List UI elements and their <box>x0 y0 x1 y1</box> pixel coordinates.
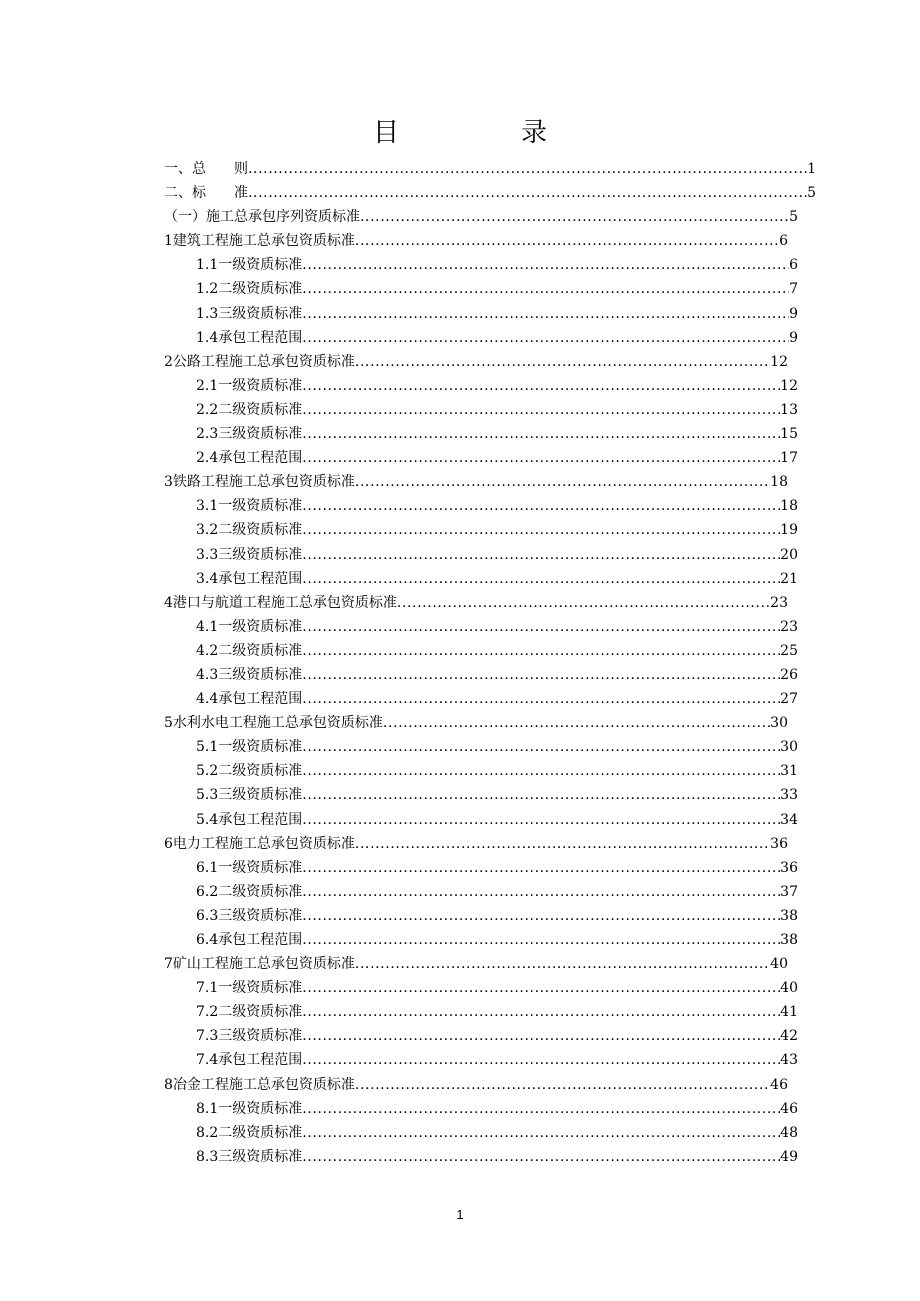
toc-entry[interactable] <box>196 1024 798 1048</box>
toc-entry-label: 6电力工程施工总承包资质标准 <box>164 835 355 852</box>
toc-entry[interactable] <box>164 1073 788 1097</box>
toc-entry[interactable] <box>196 928 798 952</box>
toc-entry[interactable] <box>196 783 798 807</box>
toc-entry-page: 13 <box>780 401 798 418</box>
toc-entry-label: 7.2二级资质标准 <box>196 1004 303 1021</box>
toc-leader-dots <box>355 350 770 374</box>
toc-entry-page: 15 <box>780 426 798 443</box>
toc-entry-page: 43 <box>780 1052 798 1069</box>
toc-leader-dots <box>355 229 779 253</box>
toc-leader-dots <box>355 952 770 976</box>
toc-entry-page: 20 <box>780 546 798 563</box>
toc-entry-page: 26 <box>780 666 798 683</box>
toc-leader-dots <box>302 687 780 711</box>
toc-entry[interactable] <box>164 470 788 494</box>
toc-entry-label: 2.2二级资质标准 <box>196 401 303 418</box>
toc-entry-page: 34 <box>780 811 798 828</box>
toc-leader-dots <box>302 615 780 639</box>
toc-entry[interactable] <box>164 350 788 374</box>
toc-entry-page: 30 <box>770 715 788 732</box>
toc-leader-dots <box>248 181 807 205</box>
toc-entry-label: 2.1一级资质标准 <box>196 377 303 394</box>
toc-entry-label: 1.2二级资质标准 <box>196 281 303 298</box>
toc-entry-page: 18 <box>780 498 798 515</box>
toc-leader-dots <box>302 518 780 542</box>
toc-entry-label: 8.1一级资质标准 <box>196 1100 303 1117</box>
toc-entry[interactable] <box>196 639 798 663</box>
toc-leader-dots <box>302 422 780 446</box>
toc-entry-page: 7 <box>789 281 798 298</box>
toc-entry[interactable] <box>196 567 798 591</box>
table-of-contents <box>0 157 920 1169</box>
toc-entry-label: 二、标 准 <box>164 185 248 202</box>
toc-entry[interactable] <box>196 302 798 326</box>
toc-entry-label: 5.4承包工程范围 <box>196 811 303 828</box>
toc-entry[interactable] <box>196 759 798 783</box>
toc-entry-label: 1.4承包工程范围 <box>196 329 303 346</box>
toc-entry-page: 23 <box>770 594 788 611</box>
toc-leader-dots <box>302 735 780 759</box>
toc-entry-page: 6 <box>779 233 788 250</box>
toc-leader-dots <box>397 591 770 615</box>
toc-entry-label: 1建筑工程施工总承包资质标准 <box>164 233 355 250</box>
toc-entry[interactable] <box>196 277 798 301</box>
toc-leader-dots <box>302 904 780 928</box>
toc-leader-dots <box>302 976 780 1000</box>
toc-entry-page: 37 <box>780 883 798 900</box>
toc-entry-page: 38 <box>780 932 798 948</box>
toc-entry-page: 5 <box>807 185 816 202</box>
toc-entry-page: 40 <box>780 980 798 997</box>
toc-entry-label: 5.3三级资质标准 <box>196 787 303 804</box>
toc-entry-page: 23 <box>780 618 798 635</box>
toc-leader-dots <box>302 1145 780 1169</box>
toc-entry[interactable] <box>196 735 798 759</box>
toc-entry-page: 38 <box>780 907 798 924</box>
toc-entry[interactable] <box>196 494 798 518</box>
toc-entry[interactable] <box>196 1145 798 1169</box>
toc-entry-page: 36 <box>780 859 798 876</box>
toc-entry-label: 8冶金工程施工总承包资质标准 <box>164 1076 355 1093</box>
toc-entry[interactable] <box>164 711 788 735</box>
toc-entry[interactable] <box>196 398 798 422</box>
page-number: 1 <box>456 1207 464 1222</box>
toc-entry-label: 6.2二级资质标准 <box>196 883 303 900</box>
toc-entry-label: 6.4承包工程范围 <box>196 932 303 948</box>
toc-entry-label: 6.1一级资质标准 <box>196 859 303 876</box>
toc-entry-label: 1.3三级资质标准 <box>196 305 303 322</box>
toc-entry-page: 12 <box>780 377 798 394</box>
toc-entry-page: 9 <box>789 329 798 346</box>
toc-entry-page: 40 <box>770 956 788 973</box>
toc-entry-label: 2.3三级资质标准 <box>196 426 303 443</box>
toc-entry-page: 17 <box>780 450 798 467</box>
toc-entry[interactable] <box>164 181 816 205</box>
toc-leader-dots <box>302 928 780 952</box>
toc-leader-dots <box>360 205 789 229</box>
toc-entry-page: 33 <box>780 787 798 804</box>
toc-leader-dots <box>302 326 789 350</box>
toc-leader-dots <box>302 856 780 880</box>
toc-entry[interactable] <box>164 157 816 181</box>
toc-entry[interactable] <box>196 808 798 832</box>
toc-entry-label: 4.2二级资质标准 <box>196 642 303 659</box>
toc-leader-dots <box>302 880 780 904</box>
toc-entry[interactable] <box>196 543 798 567</box>
toc-entry[interactable] <box>196 1048 798 1072</box>
toc-entry-label: 3.3三级资质标准 <box>196 546 303 563</box>
toc-entry-label: 8.3三级资质标准 <box>196 1148 303 1165</box>
toc-entry-page: 48 <box>780 1124 798 1141</box>
toc-entry-label: 2公路工程施工总承包资质标准 <box>164 353 355 370</box>
toc-entry[interactable] <box>164 832 788 856</box>
toc-entry-page: 19 <box>780 522 798 539</box>
toc-leader-dots <box>302 1024 780 1048</box>
toc-leader-dots <box>302 639 780 663</box>
toc-leader-dots <box>355 1073 770 1097</box>
toc-leader-dots <box>302 543 780 567</box>
toc-entry-page: 21 <box>780 570 798 587</box>
toc-leader-dots <box>302 663 780 687</box>
toc-entry[interactable] <box>196 880 798 904</box>
toc-entry-label: 2.4承包工程范围 <box>196 450 303 467</box>
toc-entry[interactable] <box>196 326 798 350</box>
toc-leader-dots <box>383 711 770 735</box>
toc-entry-page: 36 <box>770 835 788 852</box>
toc-entry-label: 3.1一级资质标准 <box>196 498 303 515</box>
toc-leader-dots <box>302 1000 780 1024</box>
toc-entry-label: 5.2二级资质标准 <box>196 763 303 780</box>
toc-entry-page: 41 <box>780 1004 798 1021</box>
toc-leader-dots <box>302 494 780 518</box>
toc-entry[interactable] <box>196 663 798 687</box>
toc-entry[interactable] <box>196 615 798 639</box>
toc-entry-label: 7.1一级资质标准 <box>196 980 303 997</box>
toc-leader-dots <box>248 157 807 181</box>
toc-entry[interactable] <box>164 229 788 253</box>
toc-entry-page: 9 <box>789 305 798 322</box>
toc-entry[interactable] <box>196 374 798 398</box>
toc-leader-dots <box>302 808 780 832</box>
toc-entry-page: 18 <box>770 474 788 491</box>
toc-entry-page: 30 <box>780 739 798 756</box>
toc-entry-label: 5水利水电工程施工总承包资质标准 <box>164 715 383 732</box>
page-title: 目 录 <box>372 118 595 148</box>
toc-entry-page: 46 <box>780 1100 798 1117</box>
toc-entry-page: 42 <box>780 1028 798 1045</box>
toc-entry-label: 6.3三级资质标准 <box>196 907 303 924</box>
toc-leader-dots <box>302 783 780 807</box>
toc-entry[interactable] <box>164 205 798 229</box>
toc-entry-label: 7.4承包工程范围 <box>196 1052 303 1069</box>
toc-entry-label: 1.1一级资质标准 <box>196 257 303 274</box>
toc-entry[interactable] <box>196 253 798 277</box>
toc-entry-label: 3.2二级资质标准 <box>196 522 303 539</box>
toc-entry-label: 7矿山工程施工总承包资质标准 <box>164 956 355 973</box>
toc-entry-page: 27 <box>780 691 798 708</box>
toc-entry-label: 3.4承包工程范围 <box>196 570 303 587</box>
toc-entry[interactable] <box>164 952 788 976</box>
toc-leader-dots <box>302 759 780 783</box>
toc-entry[interactable] <box>196 1000 798 1024</box>
toc-leader-dots <box>302 302 789 326</box>
toc-leader-dots <box>355 832 770 856</box>
toc-entry[interactable] <box>196 446 798 470</box>
toc-entry[interactable] <box>196 422 798 446</box>
toc-leader-dots <box>302 1048 780 1072</box>
toc-entry[interactable] <box>196 976 798 1000</box>
toc-entry[interactable] <box>196 856 798 880</box>
toc-leader-dots <box>302 253 789 277</box>
toc-entry-label: 4港口与航道工程施工总承包资质标准 <box>164 594 397 611</box>
toc-entry-label: （一）施工总承包序列资质标准 <box>164 209 360 226</box>
toc-leader-dots <box>302 398 780 422</box>
toc-entry-page: 31 <box>780 763 798 780</box>
toc-leader-dots <box>302 1121 780 1145</box>
toc-leader-dots <box>302 567 780 591</box>
toc-entry[interactable] <box>196 687 798 711</box>
toc-entry[interactable] <box>196 1097 798 1121</box>
toc-entry[interactable] <box>196 518 798 542</box>
toc-entry-page: 6 <box>789 257 798 274</box>
toc-entry-label: 一、总 则 <box>164 161 248 177</box>
toc-entry-label: 3铁路工程施工总承包资质标准 <box>164 474 355 491</box>
toc-entry-page: 25 <box>780 642 798 659</box>
toc-leader-dots <box>302 277 789 301</box>
toc-leader-dots <box>302 1097 780 1121</box>
toc-leader-dots <box>302 374 780 398</box>
toc-entry-page: 12 <box>770 353 788 370</box>
toc-entry-page: 1 <box>807 161 816 177</box>
toc-entry[interactable] <box>164 591 788 615</box>
toc-entry-label: 4.1一级资质标准 <box>196 618 303 635</box>
toc-entry-label: 8.2二级资质标准 <box>196 1124 303 1141</box>
toc-entry-page: 46 <box>770 1076 788 1093</box>
toc-entry[interactable] <box>196 1121 798 1145</box>
toc-entry-label: 4.3三级资质标准 <box>196 666 303 683</box>
toc-entry-label: 5.1一级资质标准 <box>196 739 303 756</box>
toc-entry-label: 7.3三级资质标准 <box>196 1028 303 1045</box>
toc-entry-page: 49 <box>780 1148 798 1165</box>
toc-entry[interactable] <box>196 904 798 928</box>
toc-leader-dots <box>302 446 780 470</box>
toc-entry-label: 4.4承包工程范围 <box>196 691 303 708</box>
toc-leader-dots <box>355 470 770 494</box>
toc-entry-page: 5 <box>789 209 798 226</box>
